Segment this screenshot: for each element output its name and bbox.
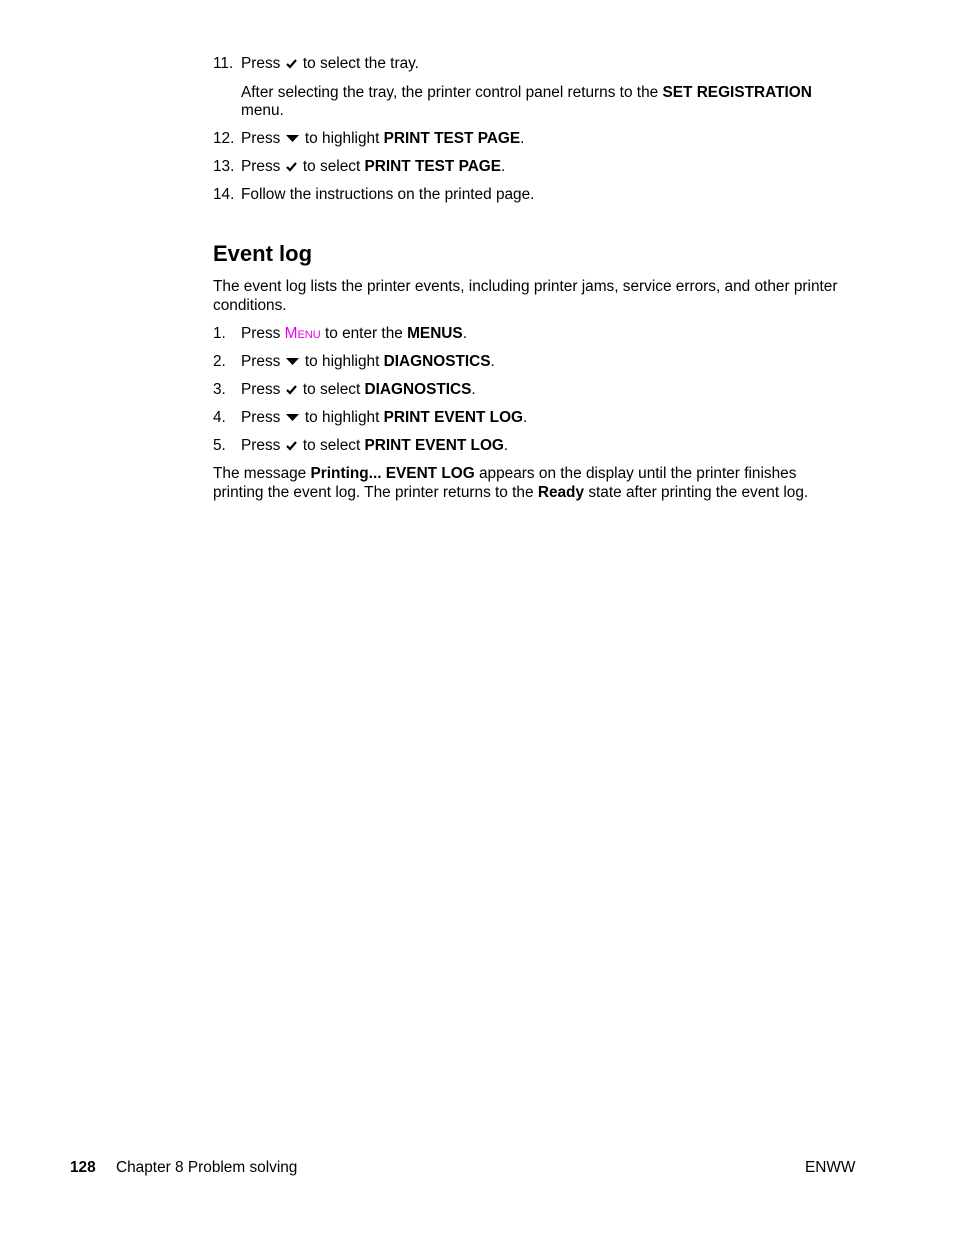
- step-text: Press to highlight PRINT TEST PAGE.: [241, 130, 525, 147]
- check-icon: [286, 161, 297, 172]
- step-number: 5.: [213, 437, 226, 454]
- step-text: Press to select PRINT TEST PAGE.: [241, 158, 506, 175]
- closing-line-2: printing the event log. The printer returns to the Ready state after printing the event log.: [213, 484, 809, 501]
- section-title: Event log: [213, 241, 313, 266]
- down-arrow-icon: [286, 135, 299, 143]
- step-number: 12.: [213, 130, 235, 147]
- step-number: 2.: [213, 353, 226, 370]
- step-number: 1.: [213, 325, 226, 342]
- menu-key: Menu: [284, 325, 321, 342]
- step-text: Press to select DIAGNOSTICS.: [241, 381, 476, 398]
- closing-line-1: The message Printing... EVENT LOG appears on the display until the printer finishes: [213, 465, 797, 482]
- footer-right-label: ENWW: [805, 1159, 856, 1176]
- step-text: Press to select the tray.: [241, 55, 419, 72]
- page-number: 128: [70, 1159, 96, 1176]
- step-number: 14.: [213, 186, 235, 203]
- step-text: Press to highlight PRINT EVENT LOG.: [241, 409, 528, 426]
- step-text: Press to highlight DIAGNOSTICS.: [241, 353, 495, 370]
- intro-line-1: The event log lists the printer events, including printer jams, service errors, and other printer: [213, 278, 838, 295]
- step-number: 3.: [213, 381, 226, 398]
- check-icon: [286, 384, 297, 395]
- note-line-1: After selecting the tray, the printer control panel returns to the SET REGISTRATION: [241, 84, 812, 101]
- step-number: 11.: [213, 55, 234, 72]
- step-text: Follow the instructions on the printed page.: [241, 186, 535, 203]
- step-text: Press Menu to enter the MENUS.: [241, 325, 467, 342]
- check-icon: [286, 58, 297, 69]
- check-icon: [286, 440, 297, 451]
- intro-line-2: conditions.: [213, 297, 287, 314]
- down-arrow-icon: [286, 358, 299, 366]
- note-line-2: menu.: [241, 102, 284, 119]
- step-text: Press to select PRINT EVENT LOG.: [241, 437, 509, 454]
- step-number: 13.: [213, 158, 235, 175]
- down-arrow-icon: [286, 414, 299, 422]
- chapter-title: Chapter 8 Problem solving: [116, 1159, 298, 1176]
- step-number: 4.: [213, 409, 226, 426]
